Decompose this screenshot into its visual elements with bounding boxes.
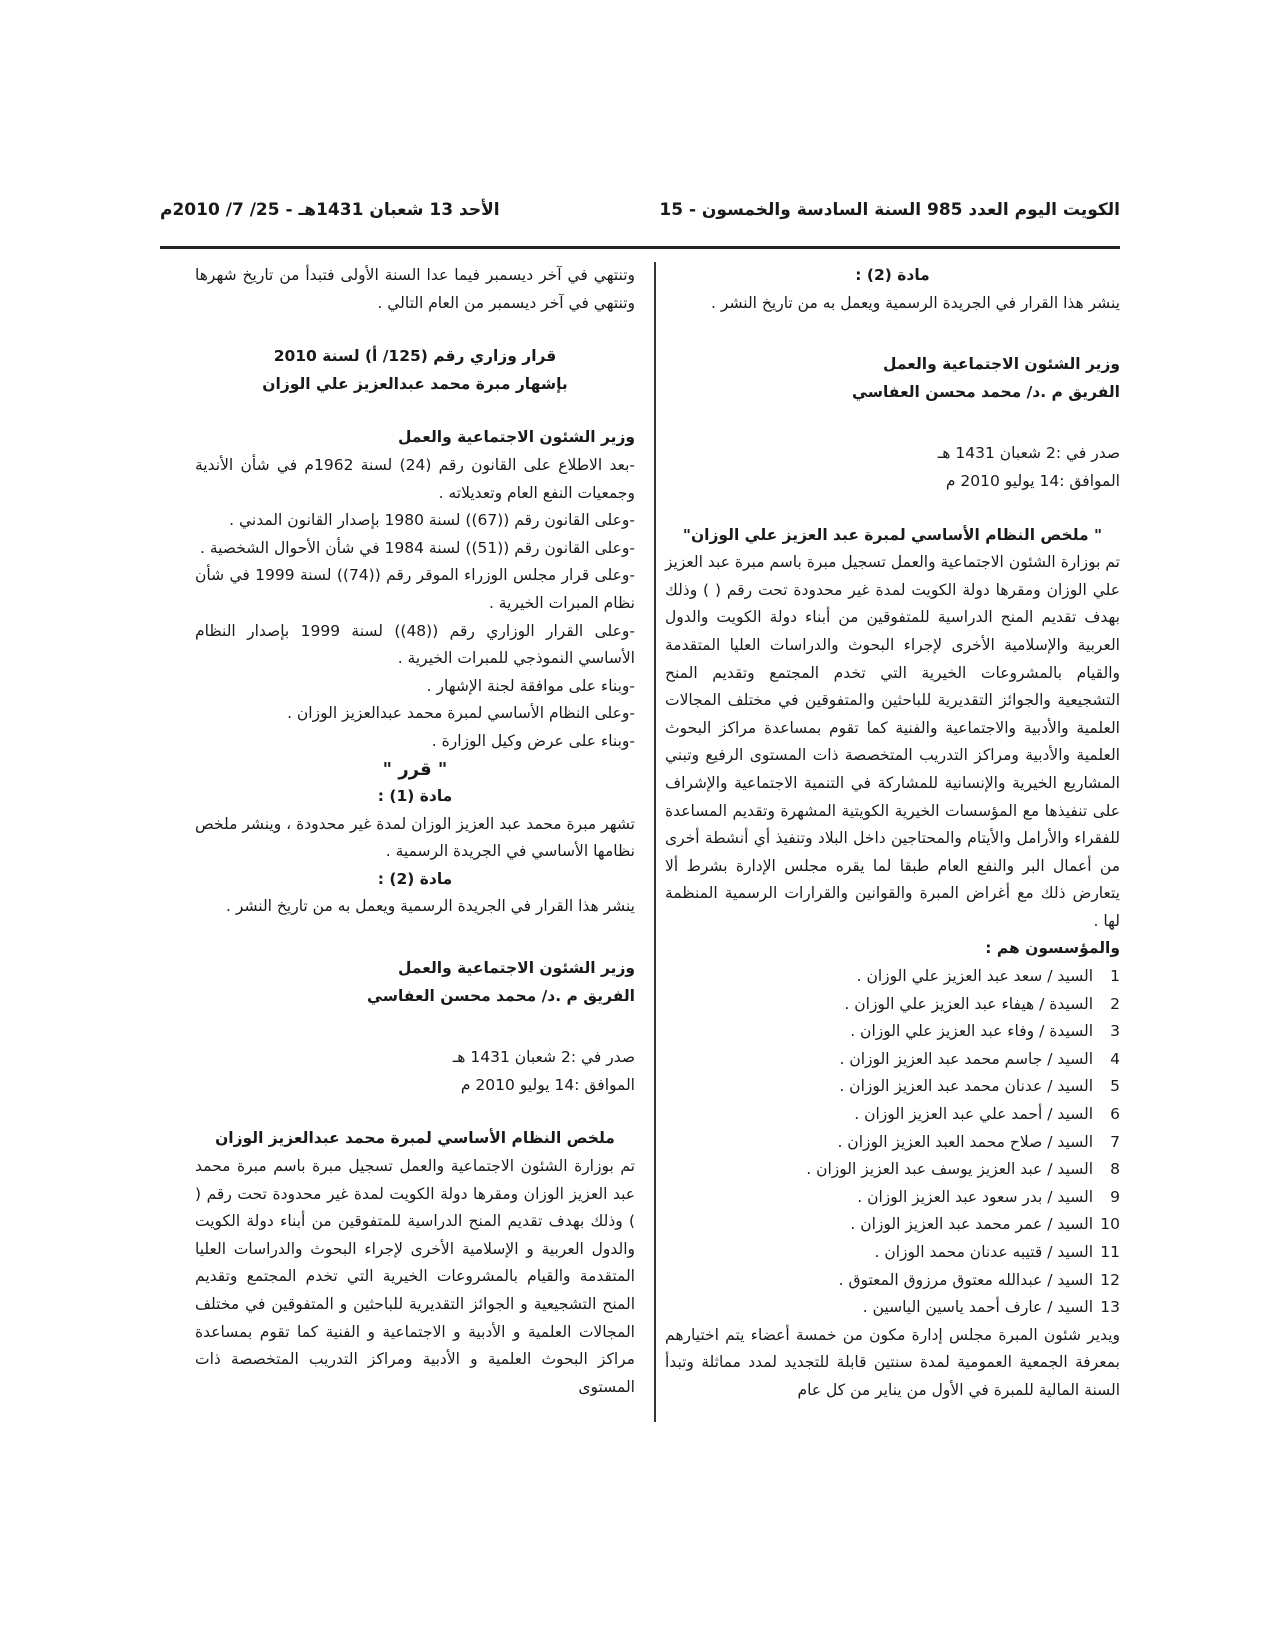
- list-item: -وعلى القانون رقم ((51)) لسنة 1984 في شأن الأحوال الشخصية .: [199, 538, 635, 557]
- summary-title: ملخص النظام الأساسي لمبرة محمد عبدالعزيز الوزان: [215, 1129, 615, 1148]
- column-divider: [654, 262, 656, 1422]
- founders-list: [665, 963, 1120, 1322]
- list-item: -وعلى القرار الوزاري رقم ((48)) لسنة 1999 بإصدار النظام الأساسي النموذجي للمبرات الخيرية .: [195, 621, 635, 668]
- corresponding-date: الموافق :14 يوليو 2010 م: [945, 471, 1120, 490]
- list-item: 7 السيد / صلاح محمد العبد العزيز الوزان .: [837, 1132, 1120, 1151]
- list-item: -وبناء على موافقة لجنة الإشهار .: [426, 676, 635, 695]
- minister-name: الفريق م .د/ محمد محسن العفاسي: [367, 986, 635, 1005]
- issued-date: صدر في :2 شعبان 1431 هـ: [452, 1048, 635, 1067]
- list-item: 3 السيدة / وفاء عبد العزيز علي الوزان .: [850, 1022, 1120, 1041]
- list-item: 8 السيد / عبد العزيز يوسف عبد العزيز الوزان .: [806, 1160, 1120, 1179]
- intro-paragraph: وتنتهي في آخر ديسمبر فيما عدا السنة الأولى فتبدأ من تاريخ شهرها وتنتهي في آخر ديسمبر من العام التالي .: [195, 266, 635, 312]
- list-item: -وبناء على عرض وكيل الوزارة .: [431, 731, 635, 750]
- corresponding-date: الموافق :14 يوليو 2010 م: [460, 1075, 635, 1094]
- preamble-list: [195, 452, 635, 756]
- article-1-title: مادة (1) :: [377, 787, 453, 806]
- list-item: 2 السيدة / هيفاء عبد العزيز علي الوزان .: [844, 994, 1120, 1013]
- article-2-title: مادة (2) :: [855, 266, 930, 284]
- issued-date: صدر في :2 شعبان 1431 هـ: [937, 444, 1120, 463]
- right-column: [665, 262, 1120, 1405]
- decision-subtitle: بإشهار مبرة محمد عبدالعزيز علي الوزان: [262, 374, 568, 393]
- list-item: 12 السيد / عبدالله معتوق مرزوق المعتوق .: [838, 1270, 1120, 1289]
- list-item: -وعلى النظام الأساسي لمبرة محمد عبدالعزيز الوزان .: [287, 704, 635, 723]
- list-item: 1 السيد / سعد عبد العزيز علي الوزان .: [856, 967, 1120, 986]
- decision-title: قرار وزاري رقم (125/ أ) لسنة 2010: [273, 347, 557, 366]
- list-item: 10 السيد / عمر محمد عبد العزيز الوزان .: [850, 1215, 1120, 1234]
- article-2-text: ينشر هذا القرار في الجريدة الرسمية ويعمل به من تاريخ النشر .: [226, 897, 635, 916]
- header-date: الأحد 13 شعبان 1431هـ - 25/ 7/ 2010م: [160, 200, 500, 220]
- left-column: [195, 262, 635, 1401]
- page-header: [160, 190, 1120, 249]
- list-item: 11 السيد / قتيبه عدنان محمد الوزان .: [874, 1243, 1120, 1261]
- qarar-heading: " قرر ": [382, 758, 448, 780]
- minister-title: وزير الشئون الاجتماعية والعمل: [882, 355, 1120, 374]
- article-1-text: تشهر مبرة محمد عبد العزيز الوزان لمدة غير محدودة ، وينشر ملخص نظامها الأساسي في الجريدة الرسمية .: [195, 814, 635, 861]
- list-item: 5 السيد / عدنان محمد عبد العزيز الوزان .: [839, 1077, 1120, 1096]
- minister-name: الفريق م .د/ محمد محسن العفاسي: [852, 382, 1120, 401]
- closing-paragraph: ويدير شئون المبرة مجلس إدارة مكون من خمسة أعضاء يتم اختيارهم بمعرفة الجمعية العمومية لمدة سنتين قابلة للتجديد لمدد مماثلة وتبدأ السنة المالية للمبرة في الأول من يناير من كل عام: [665, 1325, 1120, 1399]
- summary-paragraph: تم بوزارة الشئون الاجتماعية والعمل تسجيل مبرة باسم مبرة عبد العزيز علي الوزان ومقرها دولة الكويت لمدة غير محدودة تحت رقم ( ) وذلك بهدف تقديم المنح الدراسية للمتفوقين من أبناء دولة الكويت والدول العربية والإسلامية الأخرى لإجراء البحوث والدراسات العليا المتقدمة والقيام بالمشروعات الخيرية التي تخدم المجتمع وتقديم المنح التشجيعية والجوائز التقديرية للباحثين والمتفوقين في مختلف المجالات العلمية والأدبية والاجتماعية والفنية كما تقوم بمساعدة مراكز البحوث العلمية والأدبية ومراكز التدريب المتخصصة ذات المستوى الرفيع وتبني المشاريع الخيرية والإنسانية للمشاركة في التنمية الاجتماعية والإشراف على تنفيذها مع المؤسسات الخيرية الكويتية المشهرة وتقديم المساعدة للفقراء والأرامل والأيتام والمحتاجين داخل البلاد وتنفيذ أي أنشطة أخرى من أعمال البر والنفع العام طبقا لما يقره مجلس الإدارة بشرط ألا يتعارض ذلك مع أغراض المبرة والقوانين والقرارات الرسمية المنظمة لها .: [665, 553, 1120, 930]
- list-item: -وعلى القانون رقم ((67)) لسنة 1980 بإصدار القانون المدني .: [229, 511, 635, 530]
- list-item: 13 السيد / عارف أحمد ياسين الياسين .: [862, 1298, 1120, 1317]
- summary-paragraph: تم بوزارة الشئون الاجتماعية والعمل تسجيل مبرة باسم مبرة محمد عبد العزيز الوزان ومقرها دولة الكويت لمدة غير محدودة تحت رقم ( ) وذلك بهدف تقديم المنح الدراسية للمتفوقين من أبناء دولة الكويت والدول العربية و الإسلامية الأخرى لإجراء البحوث والدراسات العليا المتقدمة والقيام بالمشروعات الخيرية التي تخدم المجتمع وتقديم المنح التشجيعية و الجوائز التقديرية للباحثين و المتفوقين في مختلف المجالات العلمية و الأدبية و الاجتماعية و الفنية كما تقوم بمساعدة مراكز البحوث العلمية و الأدبية ومراكز التدريب المتخصصة ذات المستوى: [195, 1157, 635, 1396]
- minister-title: وزير الشئون الاجتماعية والعمل: [397, 959, 635, 978]
- minister-line: وزير الشئون الاجتماعية والعمل: [397, 428, 635, 447]
- founders-title: والمؤسسون هم :: [985, 939, 1120, 958]
- list-item: -بعد الاطلاع على القانون رقم (24) لسنة 1962م في شأن الأندية وجمعيات النفع العام وتعديلاته .: [195, 455, 635, 502]
- article-2-title: مادة (2) :: [377, 869, 453, 888]
- header-issue-info: الكويت اليوم العدد 985 السنة السادسة والخمسون - 15: [659, 200, 1120, 220]
- list-item: 6 السيد / أحمد علي عبد العزيز الوزان .: [854, 1105, 1120, 1124]
- list-item: 9 السيد / بدر سعود عبد العزيز الوزان .: [857, 1187, 1120, 1206]
- list-item: 4 السيد / جاسم محمد عبد العزيز الوزان .: [839, 1049, 1120, 1068]
- list-item: -وعلى قرار مجلس الوزراء الموقر رقم ((74)) لسنة 1999 في شأن نظام المبرات الخيرية .: [195, 566, 635, 612]
- article-2-text: ينشر هذا القرار في الجريدة الرسمية ويعمل به من تاريخ النشر .: [711, 293, 1120, 312]
- summary-title: " ملخص النظام الأساسي لمبرة عبد العزيز علي الوزان": [682, 525, 1103, 544]
